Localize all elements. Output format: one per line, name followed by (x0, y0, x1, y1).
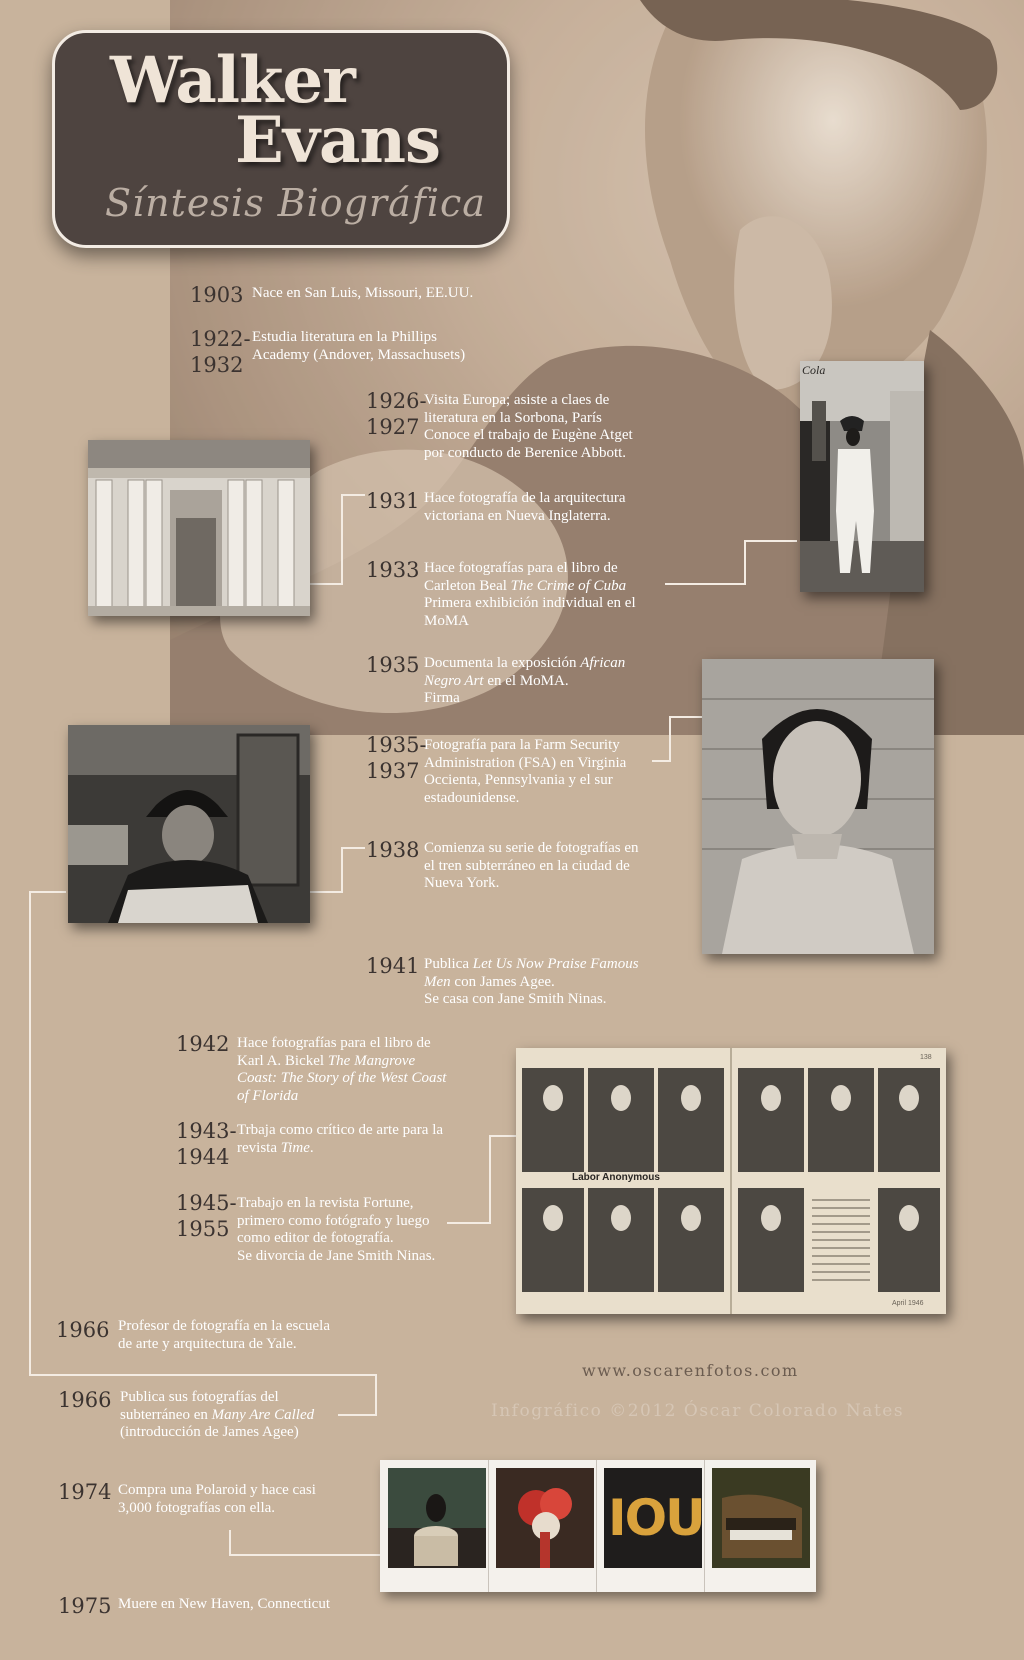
event-year: 1935- 1937 (366, 733, 427, 783)
event-text (424, 655, 625, 708)
polaroid-divider (704, 1460, 705, 1592)
architecture-photo (88, 440, 310, 616)
event-text-italic: African Negro Art (424, 655, 626, 689)
event-text-segment: en el MoMA. Firma (424, 672, 569, 706)
event-text-segment: Hace fotografías para el libro de Carleton Beal (424, 560, 618, 594)
event-text (424, 956, 639, 1009)
event-text-segment: con James Agee. Se casa con Jane Smith Ninas. (424, 973, 607, 1007)
farm-woman-portrait-photo (702, 659, 934, 954)
footer-credit: Infográfico ©2012 Óscar Colorado Nates (491, 1401, 905, 1421)
event-text: Estudia literatura en la Phillips Academy (Andover, Massachusets) (252, 329, 466, 363)
event-text-segment: Documenta la exposición (424, 655, 581, 671)
event-text-italic: Time (280, 1139, 310, 1156)
havana-street-photo (800, 361, 924, 592)
event-year: 1938 (366, 838, 420, 862)
event-text (120, 1389, 314, 1442)
event-year: 1975 (58, 1594, 112, 1618)
event-text (424, 560, 636, 630)
event-year: 1922- 1932 (190, 327, 251, 377)
event-text-segment: Publica (424, 956, 473, 972)
event-text: Comienza su serie de fotografías en el tren subterráneo en la ciudad de Nueva York. (424, 840, 639, 891)
event-year: 1966 (58, 1388, 112, 1412)
magazine-page-number: 138 (920, 1054, 932, 1061)
polaroid-letters: IOU (608, 1489, 704, 1547)
polaroid-divider (488, 1460, 489, 1592)
event-year: 1941 (366, 954, 420, 978)
event-year: 1942 (176, 1032, 230, 1056)
event-text: Nace en San Luis, Missouri, EE.UU. (252, 285, 474, 301)
event-year: 1931 (366, 489, 420, 513)
event-text (237, 1122, 443, 1157)
title-first-name: Walker (110, 43, 355, 118)
title-subtitle: Síntesis Biográfica (105, 181, 486, 225)
event-text-segment: . (309, 1139, 314, 1156)
event-year: 1926- 1927 (366, 389, 427, 439)
event-text-segment: Trbaja como crítico de arte para la revista (237, 1122, 444, 1156)
event-year: 1966 (56, 1318, 110, 1342)
event-text-segment: Hace fotografías para el libro de Karl A. Bickel (237, 1035, 431, 1069)
footer-url: www.oscarenfotos.com (582, 1361, 799, 1380)
event-text: Visita Europa; asiste a claes de literatura en la Sorbona, París Conoce el trabajo de Eugène Atget por conducto de Berenice Abbott. (424, 392, 633, 461)
event-year: 1933 (366, 558, 420, 582)
title-box (52, 30, 510, 248)
event-text: Hace fotografía de la arquitectura victoriana en Nueva Inglaterra. (424, 490, 626, 524)
event-year: 1943- 1944 (176, 1119, 237, 1169)
event-text-italic: Let Us Now Praise Famous Men (424, 956, 639, 990)
polaroid-strip (380, 1460, 816, 1592)
cola-sign: Cola (802, 363, 826, 377)
polaroid-photo-3 (604, 1468, 702, 1568)
event-text-italic: Many Are Called (211, 1406, 315, 1423)
event-text: Trabajo en la revista Fortune, primero como fotógrafo y luego como editor de fotografía. Se divorcia de Jane Smith Ninas. (237, 1195, 436, 1264)
event-text-segment: (introducción de James Agee) (120, 1424, 299, 1440)
fortune-magazine-spread (516, 1048, 946, 1314)
title-last-name: Evans (235, 103, 440, 178)
polaroid-photo-4 (712, 1468, 810, 1568)
event-text-segment: Publica sus fotografías del subterráneo en (120, 1389, 279, 1423)
subway-reader-photo (68, 725, 310, 923)
event-year: 1974 (58, 1480, 112, 1504)
event-text (237, 1035, 446, 1105)
polaroid-photo-1 (388, 1468, 486, 1568)
polaroid-divider (596, 1460, 597, 1592)
event-text: Profesor de fotografía en la escuela de arte y arquitectura de Yale. (118, 1318, 330, 1352)
event-year: 1935 (366, 653, 420, 677)
event-text: Fotografía para la Farm Security Administration (FSA) en Virginia Occienta, Pennsylvania y el sur estadounidense. (424, 737, 627, 806)
polaroid-photo-2 (496, 1468, 594, 1568)
event-text: Muere en New Haven, Connecticut (118, 1596, 331, 1612)
magazine-footer: April 1946 (892, 1300, 924, 1307)
event-year: 1903 (190, 283, 244, 307)
event-text-italic: The Mangrove Coast: The Story of the West Coast of Florida (237, 1052, 447, 1104)
event-year: 1945- 1955 (176, 1191, 237, 1241)
event-text-segment: Primera exhibición individual en el MoMA (424, 595, 636, 629)
event-text-italic: The Crime of Cuba (510, 577, 627, 594)
event-text: Compra una Polaroid y hace casi 3,000 fotografías con ella. (118, 1482, 316, 1516)
magazine-heading: Labor Anonymous (572, 1172, 660, 1183)
